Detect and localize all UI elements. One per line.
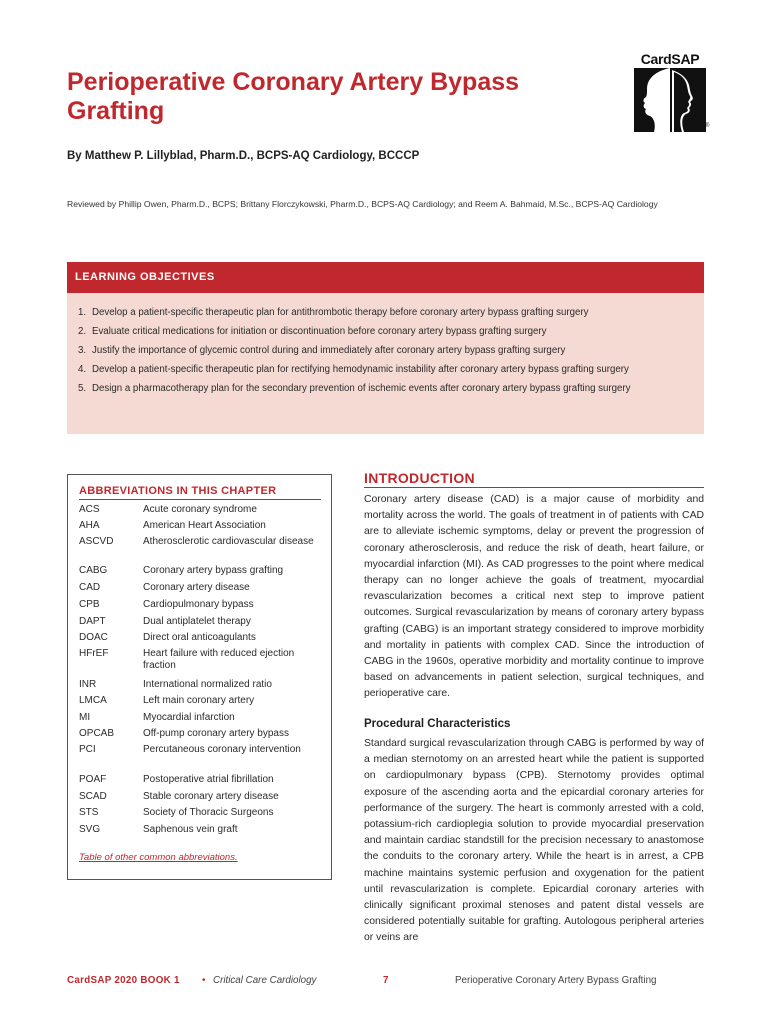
list-item: 5. Design a pharmacotherapy plan for the secondary prevention of ischemic events after coronary artery bypass grafting surgery	[78, 383, 631, 394]
logo-text: CardSAP	[640, 51, 700, 67]
footer-subtitle: Critical Care Cardiology	[213, 975, 317, 986]
learning-objectives-box	[67, 262, 704, 434]
abbreviations-table-link[interactable]: Table of other common abbreviations.	[79, 852, 238, 863]
author-byline: By Matthew P. Lillyblad, Pharm.D., BCPS-AQ Cardiology, BCCCP	[67, 150, 420, 162]
list-item: 3. Justify the importance of glycemic control during and immediately after coronary artery bypass grafting surgery	[78, 345, 566, 356]
cardsap-logo	[632, 51, 712, 137]
registered-mark: ®	[705, 123, 710, 129]
page-number: 7	[383, 975, 389, 986]
abbreviations-box: ABBREVIATIONS IN THIS CHAPTER ACS Acute coronary syndrome AHA American Heart Association ASCVD Atherosclerotic cardiovascular disease CABG Coronary artery bypass grafting CAD Coronary artery disease CPB Cardiopulmonary bypass DAPT Dual antiplatelet therapy DOAC Direct oral anticoagulants HFrEF Heart failure with reduced ejection fraction INR International normalized ratio LMCA Left main coronary artery MI Myocardial infarction OPCAB Off-pump coronary artery bypass PCI Percutaneous coronary intervention POAF Postoperative atrial fibrillation SCAD Stable coronary artery disease STS Society of Thoracic Surgeons SVG Saphenous vein graft Table of other common abbreviations.	[67, 474, 332, 880]
list-item: 2. Evaluate critical medications for initiation or discontinuation before coronary artery bypass grafting surgery	[78, 326, 547, 337]
procedural-heading: Procedural Characteristics	[364, 718, 511, 730]
page-title: Perioperative Coronary Artery Bypass Grafting	[67, 68, 520, 125]
list-item: 1. Develop a patient-specific therapeutic plan for antithrombotic therapy before coronary artery bypass grafting surgery	[78, 307, 589, 318]
footer-separator: •	[202, 975, 206, 986]
learning-objectives-heading: LEARNING OBJECTIVES	[67, 262, 704, 293]
footer-brand: CardSAP 2020 BOOK 1	[67, 975, 180, 986]
procedural-paragraph: Standard surgical revascularization through CABG is performed by way of a median sternotomy on an arrested heart while the patient is supported on cardiopulmonary bypass (CPB). Sternotomy provides optimal exposure of the ascending aorta and the epicardial coronary arteries for performance of the surgery. The heart is commonly arrested with a cold, potassium-rich cardioplegia solution to provide myocardial preservation and maintain cardiac standstill for the precision necessary to anastomose the conduits to the coronary artery. While the heart is in arrest, a CPB machine maintains systemic perfusion and oxygenation for the patient until revascularization is complete. Epicardial coronary arteries with clinically significant proximal stenoses and patent distal vessels are considered potentially suitable for grafting. Autologous peripheral arteries or veins are	[364, 738, 704, 944]
profile-faces-icon	[634, 68, 706, 132]
abbreviations-heading: ABBREVIATIONS IN THIS CHAPTER	[79, 485, 321, 500]
learning-objectives-list	[78, 306, 693, 395]
list-item: 4. Develop a patient-specific therapeutic plan for rectifying hemodynamic instability after coronary artery bypass grafting surgery	[78, 364, 629, 375]
introduction-heading: INTRODUCTION	[364, 470, 704, 488]
introduction-paragraph: Coronary artery disease (CAD) is a major cause of morbidity and mortality across the world. The goals of treatment in of patients with CAD are to alleviate ischemic symptoms, delay or prevent the progression of coronary atherosclerosis, and reduce the risk of death, heart failure, or myocardial infarction (MI). As CAD progresses to the point where medical therapy can no longer achieve the goals of treatment, myocardial revascularization becomes a critical next step to improve patient outcomes. Surgical revascularization by means of coronary artery bypass grafting (CABG) is an important strategy considered to improve morbidity and mortality in patients with complex CAD. Since the introduction of CABG in the 1960s, operative morbidity and mortality continue to improve based on advancements in patient selection, surgical techniques, and perioperative care.	[364, 494, 704, 700]
footer-chapter-title: Perioperative Coronary Artery Bypass Grafting	[455, 975, 657, 986]
reviewers: Reviewed by Phillip Owen, Pharm.D., BCPS; Brittany Florczykowski, Pharm.D., BCPS-AQ Cardiology; and Reem A. Bahmaid, M.Sc., BCPS-AQ Cardiology	[67, 199, 658, 209]
